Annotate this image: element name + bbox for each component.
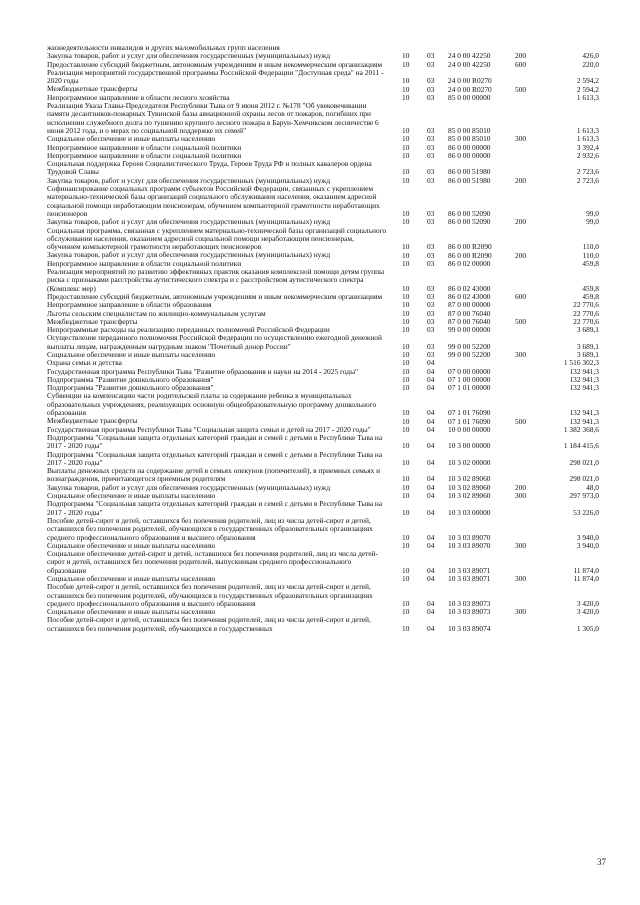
row-expense-type: 200 (515, 175, 527, 185)
row-subsection-code: 03 (427, 300, 435, 310)
row-amount: 3 689,1 (576, 349, 599, 359)
row-name: Осуществление переданного полномочия Российской Федерации по осуществлению ежегодной денежной выплаты лицам, награжденным нагрудным знаком "Почетный донор России" (47, 333, 382, 351)
row-amount: 298 021,0 (569, 474, 599, 484)
row-section-code: 10 (402, 150, 410, 160)
row-expense-type: 200 (515, 217, 527, 227)
row-name: Непрограммные расходы на реализацию переданных полномочий Российской Федерации (47, 325, 330, 335)
row-target-article: 86 0 02 43000 (448, 291, 491, 301)
row-target-article: 86 0 00 52090 (448, 217, 491, 227)
row-target-article: 10 3 02 89060 (448, 482, 491, 492)
row-name: жизнедеятельности инвалидов и других маломобильных групп населения (47, 43, 280, 52)
row-section-code: 10 (402, 59, 410, 69)
row-subsection-code: 03 (427, 142, 435, 152)
row-section-code: 10 (402, 507, 410, 517)
row-expense-type: 500 (515, 416, 527, 426)
table-row (0, 185, 640, 218)
row-section-code: 10 (402, 424, 410, 434)
row-section-code: 10 (402, 242, 410, 252)
table-row (0, 451, 640, 468)
row-section-code: 10 (402, 316, 410, 326)
row-target-article: 24 0 00 R0270 (448, 76, 492, 86)
row-section-code: 10 (402, 349, 410, 359)
row-target-article: 24 0 00 42250 (448, 51, 491, 61)
row-section-code: 10 (402, 217, 410, 227)
row-subsection-code: 04 (427, 457, 435, 467)
table-row (0, 334, 640, 351)
row-subsection-code: 04 (427, 598, 435, 608)
row-section-code: 10 (402, 250, 410, 260)
row-subsection-code: 03 (427, 250, 435, 260)
row-name: Непрограммное направление в области социальной политики (47, 258, 242, 268)
row-subsection-code: 03 (427, 167, 435, 177)
row-amount: 132 941,3 (569, 374, 599, 384)
row-target-article: 07 1 00 00000 (448, 374, 491, 384)
row-target-article: 10 3 03 89070 (448, 532, 491, 542)
row-subsection-code: 04 (427, 532, 435, 542)
row-section-code: 10 (402, 283, 410, 293)
row-subsection-code: 04 (427, 540, 435, 550)
row-subsection-code: 04 (427, 623, 435, 633)
row-target-article: 86 0 00 R2090 (448, 250, 492, 260)
row-expense-type: 300 (515, 573, 527, 583)
row-subsection-code: 03 (427, 217, 435, 227)
row-target-article: 10 3 02 89060 (448, 474, 491, 484)
row-name: Социальное обеспечение и иные выплаты населению (47, 491, 216, 501)
row-target-article: 86 0 00 52090 (448, 208, 491, 218)
row-amount: 132 941,3 (569, 383, 599, 393)
table-row (0, 467, 640, 484)
row-section-code: 10 (402, 92, 410, 102)
row-section-code: 10 (402, 383, 410, 393)
row-target-article: 99 0 00 00000 (448, 325, 491, 335)
table-row (0, 583, 640, 608)
row-subsection-code: 03 (427, 349, 435, 359)
row-amount: 132 941,3 (569, 416, 599, 426)
row-section-code: 10 (402, 358, 410, 368)
row-name: Межбюджетные трансферты (47, 416, 138, 426)
row-amount: 459,8 (582, 283, 599, 293)
row-amount: 22 770,6 (573, 300, 599, 310)
row-subsection-code: 04 (427, 573, 435, 583)
row-target-article: 86 0 00 00000 (448, 142, 491, 152)
row-subsection-code: 03 (427, 175, 435, 185)
row-target-article: 24 0 00 42250 (448, 59, 491, 69)
table-row (0, 160, 640, 177)
table-row (0, 69, 640, 86)
row-name: Подпрограмма "Развитие дошкольного образования" (47, 374, 214, 384)
row-amount: 459,8 (582, 291, 599, 301)
row-amount: 2 723,6 (576, 167, 599, 177)
row-name: Социальная поддержка Героев Социалистического Труда, Героев Труда РФ и полных кавалеров ордена Трудовой Славы (47, 159, 372, 177)
row-expense-type: 500 (515, 316, 527, 326)
row-target-article: 10 3 03 89073 (448, 607, 491, 617)
row-section-code: 10 (402, 134, 410, 144)
row-name: Государственная программа Республики Тыва "Социальная защита семьи и детей на 2017 - 2020 годы" (47, 424, 371, 434)
row-name: Непрограммное направление в области социальной политики (47, 142, 242, 152)
row-section-code: 10 (402, 308, 410, 318)
row-amount: 99,0 (586, 217, 599, 227)
row-name: Закупка товаров, работ и услуг для обеспечения государственных (муниципальных) нужд (47, 175, 331, 185)
row-subsection-code: 03 (427, 150, 435, 160)
row-section-code: 10 (402, 457, 410, 467)
row-amount: 48,0 (586, 482, 599, 492)
row-amount: 99,0 (586, 208, 599, 218)
row-section-code: 10 (402, 540, 410, 550)
row-amount: 53 226,0 (573, 507, 599, 517)
table-row (0, 517, 640, 542)
row-amount: 298 021,0 (569, 457, 599, 467)
row-target-article: 07 1 01 76090 (448, 416, 491, 426)
row-section-code: 10 (402, 125, 410, 135)
row-section-code: 10 (402, 208, 410, 218)
row-subsection-code: 03 (427, 134, 435, 144)
row-target-article: 85 0 00 85010 (448, 134, 491, 144)
row-name: Выплаты денежных средств на содержание детей в семьях опекунов (попечителей), в приемных семьях и вознаграждения, причитающегося приемным родителям (47, 466, 381, 484)
row-target-article: 10 3 03 89070 (448, 540, 491, 550)
row-amount: 3 420,0 (576, 598, 599, 608)
row-name: Пособие детей-сирот и детей, оставшихся без попечения родителей, лиц из числа детей-сирот и детей, оставшихся без попечения родителей, обучающихся в государственных образовательных организациях среднего профессионального образования и высшего образования (47, 515, 373, 542)
row-name: Предоставление субсидий бюджетным, автономным учреждениям и иным некоммерческим организациям (47, 59, 383, 69)
table-row (0, 102, 640, 135)
row-target-article: 07 1 01 00000 (448, 383, 491, 393)
row-name: Межбюджетные трансферты (47, 84, 138, 94)
row-subsection-code: 03 (427, 316, 435, 326)
row-amount: 1 382 368,6 (563, 424, 599, 434)
row-amount: 110,0 (582, 242, 599, 252)
row-subsection-code: 03 (427, 258, 435, 268)
row-name: Межбюджетные трансферты (47, 316, 138, 326)
row-expense-type: 300 (515, 349, 527, 359)
row-name: Льготы сельским специалистам по жилищно-коммунальным услугам (47, 308, 266, 318)
row-name: Социальная программа, связанная с укреплением материально-технической базы организаций социального обслуживания населения, оказанием адресной социальной помощи неработающим пенсионерам, обучением компьютерной грамотности неработающих пенсионеров (47, 225, 387, 252)
row-amount: 2 594,2 (576, 84, 599, 94)
row-subsection-code: 03 (427, 92, 435, 102)
row-target-article: 86 0 02 00000 (448, 258, 491, 268)
row-target-article: 10 3 02 89060 (448, 491, 491, 501)
table-row (0, 392, 640, 417)
row-amount: 2 723,6 (576, 175, 599, 185)
row-subsection-code: 03 (427, 76, 435, 86)
row-amount: 2 594,2 (576, 76, 599, 86)
row-section-code: 10 (402, 474, 410, 484)
row-target-article: 10 0 00 00000 (448, 424, 491, 434)
row-section-code: 10 (402, 598, 410, 608)
row-amount: 132 941,3 (569, 408, 599, 418)
row-subsection-code: 04 (427, 383, 435, 393)
row-section-code: 10 (402, 167, 410, 177)
table-row (0, 500, 640, 517)
row-target-article: 86 0 00 R2090 (448, 242, 492, 252)
row-amount: 1 305,0 (576, 623, 599, 633)
row-target-article: 10 3 00 00000 (448, 441, 491, 451)
row-target-article: 86 0 00 00000 (448, 150, 491, 160)
row-name: Непрограммное направление в области социальной политики (47, 150, 242, 160)
row-target-article: 99 0 00 52200 (448, 349, 491, 359)
row-name: Реализация мероприятий государственной программы Российской Федерации "Доступная среда" на 2011 - 2020 годы (47, 67, 384, 86)
row-subsection-code: 04 (427, 565, 435, 575)
table-row (0, 268, 640, 293)
row-section-code: 10 (402, 408, 410, 418)
row-section-code: 10 (402, 175, 410, 185)
row-subsection-code: 04 (427, 358, 435, 368)
row-expense-type: 600 (515, 291, 527, 301)
row-name: Охрана семьи и детства (47, 358, 122, 368)
row-amount: 1 184 415,6 (563, 441, 599, 451)
row-expense-type: 200 (515, 482, 527, 492)
row-name: Социальное обеспечение и иные выплаты населению (47, 134, 216, 144)
row-amount: 220,0 (582, 59, 599, 69)
row-section-code: 10 (402, 482, 410, 492)
row-expense-type: 300 (515, 134, 527, 144)
row-expense-type: 600 (515, 59, 527, 69)
row-amount: 1 613,3 (576, 134, 599, 144)
row-name: Подпрограмма "Развитие дошкольного образования" (47, 383, 214, 393)
row-subsection-code: 03 (427, 308, 435, 318)
row-subsection-code: 04 (427, 374, 435, 384)
row-name: Субвенции на компенсацию части родительской платы за содержание ребенка в муниципальных образовательных учреждениях, реализующих основную общеобразовательную программу дошкольного образования (47, 391, 377, 418)
row-amount: 3 689,1 (576, 325, 599, 335)
row-target-article: 10 3 03 89071 (448, 573, 491, 583)
table-row (0, 227, 640, 252)
row-section-code: 10 (402, 325, 410, 335)
row-amount: 110,0 (582, 250, 599, 260)
row-section-code: 10 (402, 84, 410, 94)
row-expense-type: 300 (515, 491, 527, 501)
row-amount: 459,8 (582, 258, 599, 268)
page-number: 37 (597, 857, 606, 867)
row-section-code: 10 (402, 300, 410, 310)
row-amount: 3 689,1 (576, 341, 599, 351)
row-section-code: 10 (402, 142, 410, 152)
row-target-article: 10 3 02 00000 (448, 457, 491, 467)
row-subsection-code: 04 (427, 507, 435, 517)
row-amount: 22 770,6 (573, 308, 599, 318)
row-section-code: 10 (402, 573, 410, 583)
row-subsection-code: 04 (427, 408, 435, 418)
row-name: Непрограммное направление в области лесного хозяйства (47, 92, 230, 102)
row-amount: 426,0 (582, 51, 599, 61)
row-name: Реализация Указа Главы-Председателя Республики Тыва от 9 июня 2012 г. №178 "Об увековечивании памяти десантников-пожарных Тувинской базы авиационной охраны лесов от пожаров, погибших при исполнении служебного долга по тушению крупного лесного пожара в Барун-Хемчикском лесничестве 6 июня 2012 года, и о мерах по социальной поддержке их семей" (47, 101, 379, 135)
row-subsection-code: 03 (427, 208, 435, 218)
row-name: Социальное обеспечение и иные выплаты населению (47, 574, 216, 583)
row-expense-type: 500 (515, 84, 527, 94)
row-section-code: 10 (402, 491, 410, 501)
row-target-article: 85 0 00 85010 (448, 125, 491, 135)
row-subsection-code: 04 (427, 416, 435, 426)
row-name: Закупка товаров, работ и услуг для обеспечения государственных (муниципальных) нужд (47, 482, 331, 492)
row-amount: 11 874,0 (573, 573, 599, 583)
row-name: Пособие детей-сирот и детей, оставшихся без попечения родителей, лиц из числа детей-сирот и детей, оставшихся без попечения родителей, обучающихся в государственных (47, 615, 371, 633)
row-name: Социальное обеспечение и иные выплаты населению (47, 349, 216, 359)
row-target-article: 87 0 00 76040 (448, 316, 491, 326)
row-target-article: 86 0 00 51980 (448, 175, 491, 185)
row-target-article: 10 3 03 89073 (448, 598, 491, 608)
row-amount: 3 940,0 (576, 532, 599, 542)
row-target-article: 07 1 01 76090 (448, 408, 491, 418)
table-row (0, 434, 640, 451)
row-subsection-code: 03 (427, 125, 435, 135)
row-amount: 1 613,3 (576, 125, 599, 135)
row-section-code: 10 (402, 76, 410, 86)
row-amount: 297 973,0 (569, 491, 599, 501)
row-name: Непрограммное направление в области образования (47, 300, 212, 310)
row-subsection-code: 04 (427, 607, 435, 617)
row-name: Подпрограмма "Социальная защита отдельных категорий граждан и семей с детьми в Республике Тыва на 2017 - 2020 годы" (47, 449, 383, 467)
row-section-code: 10 (402, 441, 410, 451)
row-target-article: 10 3 03 89071 (448, 565, 491, 575)
row-subsection-code: 03 (427, 59, 435, 69)
row-target-article: 86 0 02 43000 (448, 283, 491, 293)
row-name: Пособие детей-сирот и детей, оставшихся без попечения родителей, лиц из числа детей-сирот и детей, оставшихся без попечения родителей, обучающихся в государственных образовательных организациях среднего профессионального образования и высшего образования (47, 582, 373, 608)
row-target-article: 86 0 00 51980 (448, 167, 491, 177)
row-name: Закупка товаров, работ и услуг для обеспечения государственных (муниципальных) нужд (47, 217, 331, 227)
row-name: Социальное обеспечение детей-сирот и детей, оставшихся без попечения родителей, лиц из числа детей-сирот и детей, оставшихся без попечения родителей, выпускникам среднего профессионального образования (47, 549, 379, 575)
row-subsection-code: 03 (427, 291, 435, 301)
row-subsection-code: 04 (427, 366, 435, 376)
row-section-code: 10 (402, 532, 410, 542)
row-name: Закупка товаров, работ и услуг для обеспечения государственных (муниципальных) нужд (47, 250, 331, 260)
row-name: Социальное обеспечение и иные выплаты населению (47, 607, 216, 617)
row-name: Реализация мероприятий по развитию эффективных практик оказания комплексной помощи детям группы риска с признаками расстройства аутистического спектра и с расстройством аутистического спектра (Комплекс мер) (47, 267, 385, 293)
row-name: Предоставление субсидий бюджетным, автономным учреждениям и иным некоммерческим организациям (47, 291, 383, 301)
row-amount: 3 420,0 (576, 607, 599, 617)
row-subsection-code: 04 (427, 474, 435, 484)
row-section-code: 10 (402, 565, 410, 575)
table-row (0, 616, 640, 633)
row-subsection-code: 03 (427, 242, 435, 252)
row-amount: 1 516 302,3 (563, 358, 599, 368)
row-section-code: 10 (402, 258, 410, 268)
row-section-code: 10 (402, 366, 410, 376)
row-amount: 1 613,3 (576, 92, 599, 102)
row-section-code: 10 (402, 374, 410, 384)
row-amount: 3 392,4 (576, 142, 599, 152)
row-subsection-code: 03 (427, 283, 435, 293)
row-target-article: 99 0 00 52200 (448, 341, 491, 351)
row-subsection-code: 04 (427, 482, 435, 492)
row-amount: 11 874,0 (573, 565, 599, 575)
row-target-article: 87 0 00 76040 (448, 308, 491, 318)
row-amount: 22 770,6 (573, 316, 599, 326)
row-section-code: 10 (402, 623, 410, 633)
row-target-article: 07 0 00 00000 (448, 366, 491, 376)
row-name: Софинансирование социальных программ субъектов Российской Федерации, связанных с укреплением материально-технической базы организаций социального обслуживания населения, оказанием адресной социальной помощи неработающим пенсионерам, обучением компьютерной грамотности неработающих пенсионеров (47, 184, 380, 218)
row-expense-type: 300 (515, 540, 527, 550)
row-target-article: 10 3 03 89074 (448, 623, 491, 633)
row-target-article: 87 0 00 00000 (448, 300, 491, 310)
row-amount: 132 941,3 (569, 366, 599, 376)
row-subsection-code: 04 (427, 441, 435, 451)
budget-table (0, 44, 640, 633)
row-subsection-code: 04 (427, 491, 435, 501)
row-name: Закупка товаров, работ и услуг для обеспечения государственных (муниципальных) нужд (47, 51, 331, 61)
row-expense-type: 300 (515, 607, 527, 617)
row-subsection-code: 03 (427, 51, 435, 61)
table-row (0, 550, 640, 575)
row-subsection-code: 03 (427, 325, 435, 335)
row-name: Подпрограмма "Социальная защита отдельных категорий граждан и семей с детьми в Республике Тыва на 2017 - 2020 годы" (47, 432, 383, 451)
row-target-article: 24 0 00 R0270 (448, 84, 492, 94)
row-amount: 2 932,6 (576, 150, 599, 160)
row-subsection-code: 03 (427, 84, 435, 94)
row-section-code: 10 (402, 291, 410, 301)
row-subsection-code: 04 (427, 424, 435, 434)
row-section-code: 10 (402, 607, 410, 617)
row-subsection-code: 03 (427, 341, 435, 351)
row-name: Подпрограмма "Социальная защита отдельных категорий граждан и семей с детьми в Республике Тыва на 2017 - 2020 годы" (47, 499, 383, 517)
row-section-code: 10 (402, 51, 410, 61)
row-name: Государственная программа Республики Тыва "Развитие образования и науки на 2014 - 2025 годы" (47, 366, 359, 376)
row-target-article: 85 0 00 00000 (448, 92, 491, 102)
row-amount: 3 940,0 (576, 540, 599, 550)
row-name: Социальное обеспечение и иные выплаты населению (47, 540, 216, 550)
row-target-article: 10 3 03 00000 (448, 507, 491, 517)
row-expense-type: 200 (515, 250, 527, 260)
row-section-code: 10 (402, 416, 410, 426)
row-expense-type: 200 (515, 51, 527, 61)
row-section-code: 10 (402, 341, 410, 351)
